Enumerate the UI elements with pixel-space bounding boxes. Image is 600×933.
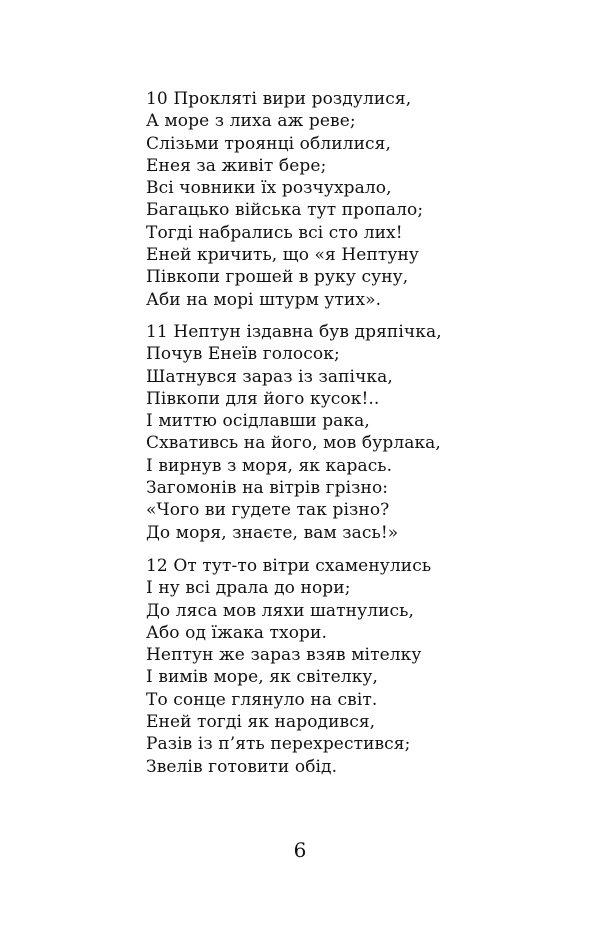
verse-line: Еней кричить, що «я Нептуну	[146, 245, 420, 266]
verse-line: І ну всі драла до нори;	[146, 578, 351, 599]
verse-line: 10 Прокляті вири роздулися,	[146, 89, 412, 109]
verse-line: До моря, знаєте, вам зась!»	[146, 522, 399, 543]
verse-line: Почув Енеїв голосок;	[146, 344, 340, 365]
verse-line: Загомонів на вітрів грізно:	[146, 478, 389, 499]
verse-line: Слізьми троянці облилися,	[146, 133, 391, 154]
verse-line: Шатнувся зараз із запічка,	[146, 366, 393, 387]
verse-line: А море з лиха аж реве;	[146, 111, 356, 132]
verse-line: І вирнув з моря, як карась.	[146, 455, 393, 476]
verse-line: 12 От тут-то вітри схаменулись	[146, 556, 432, 576]
verse-line: Еней тогді як народився,	[146, 712, 376, 733]
verse-line: Тогді набрались всі сто лих!	[146, 222, 403, 243]
verse-line: Звелів готовити обід.	[146, 756, 338, 777]
page-number: 6	[293, 838, 307, 862]
verse-line: І вимів море, як світелку,	[146, 667, 379, 688]
verse-line: То сонце глянуло на світ.	[146, 689, 378, 710]
verse-line: До ляса мов ляхи шатнулись,	[146, 600, 415, 621]
verse-line: Півкопи для його кусок!..	[146, 388, 380, 409]
verse-line: Схвативсь на його, мов бурлака,	[146, 433, 441, 454]
verse-line: І миттю осідлавши рака,	[146, 411, 370, 432]
verse-line: Разів із п’ять перехрестився;	[146, 734, 411, 755]
verse-line: Нептун же зараз взяв мітелку	[146, 645, 422, 666]
verse-line: Енея за живіт бере;	[146, 155, 327, 176]
verse-line: «Чого ви гудете так різно?	[146, 500, 390, 521]
stanza-12	[146, 555, 431, 778]
stanza-11	[146, 321, 442, 544]
verse-line: Аби на морі штурм утих».	[146, 289, 382, 310]
verse-line: Або од їжака тхори.	[146, 622, 327, 643]
verse-line: Всі човники їх розчухрало,	[146, 178, 392, 199]
verse-line: Півкопи грошей в руку суну,	[146, 267, 409, 288]
verse-line: 11 Нептун іздавна був дряпічка,	[146, 322, 442, 342]
stanza-10	[146, 88, 423, 311]
verse-line: Багацько війська тут пропало;	[146, 200, 424, 221]
